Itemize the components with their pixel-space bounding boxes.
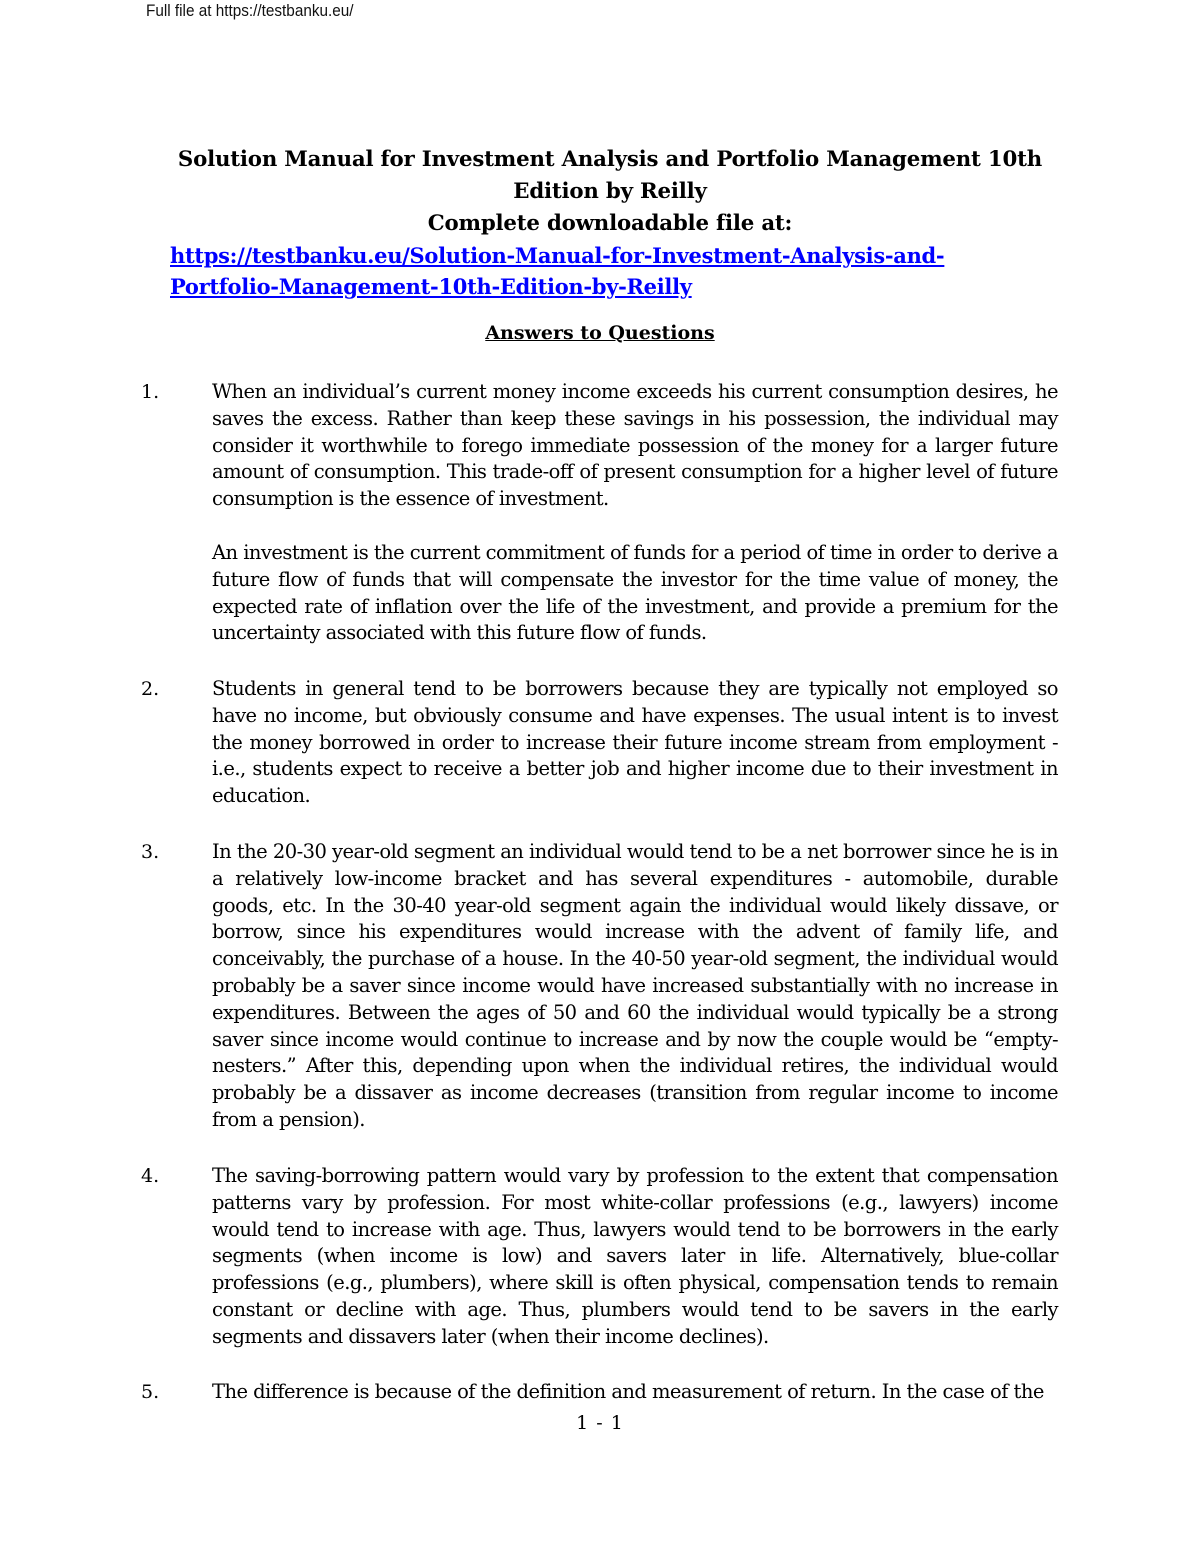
download-link[interactable] — [170, 240, 1070, 302]
header-note: Full file at https://testbanku.eu/ — [146, 1, 354, 20]
section-heading: Answers to Questions — [485, 322, 715, 344]
question-1-paragraph-2: An investment is the current commitment of funds for a period of time in order to derive a future flow of funds that will compensate the investor for the time value of money, the expected rate of inflation over the life of the investment, and provide a premium for the uncertainty associated with this future flow of funds. — [212, 541, 1058, 645]
title-line-1: Solution Manual for Investment Analysis and Portfolio Management 10th — [177, 147, 1043, 172]
question-1-paragraph-1: When an individual’s current money income exceeds his current consumption desires, he saves the excess. Rather than keep these savings in his possession, the individual may consider it worthwhile to forego immediate possession of the money for a larger future amount of consumption. This trade-off of present consumption for a higher level of future consumption is the essence of investment. — [212, 380, 1058, 511]
question-5-paragraph-1: The difference is because of the definition and measurement of return. In the case of the — [212, 1380, 1044, 1403]
question-5-number: 5. — [141, 1381, 160, 1403]
question-4-number: 4. — [141, 1165, 160, 1187]
title-line-2: Edition by Reilly — [513, 179, 707, 204]
question-1-number: 1. — [141, 381, 160, 403]
document-title — [100, 144, 1120, 240]
title-line-3: Complete downloadable file at: — [427, 211, 793, 236]
question-4-paragraph-1: The saving-borrowing pattern would vary by profession to the extent that compensation patterns vary by profession. For most white-collar professions (e.g., lawyers) income would tend to increase with age. Thus, lawyers would tend to be borrowers in the early segments (when income is low) and savers later in life. Alternatively, blue-collar professions (e.g., plumbers), where skill is often physical, compensation tends to remain constant or decline with age. Thus, plumbers would tend to be savers in the early segments and dissavers later (when their income declines). — [212, 1164, 1058, 1348]
download-link-line-2[interactable]: Portfolio-Management-10th-Edition-by-Reilly — [170, 274, 692, 299]
question-3-number: 3. — [141, 841, 160, 863]
download-link-line-1[interactable]: https://testbanku.eu/Solution-Manual-for-Investment-Analysis-and- — [170, 243, 945, 268]
question-2-paragraph-1: Students in general tend to be borrowers because they are typically not employed so have no income, but obviously consume and have expenses. The usual intent is to invest the money borrowed in order to increase their future income stream from employment - i.e., students expect to receive a better job and higher income due to their investment in education. — [212, 677, 1058, 808]
question-3-paragraph-1: In the 20-30 year-old segment an individual would tend to be a net borrower since he is in a relatively low-income bracket and has several expenditures - automobile, durable goods, etc. In the 30-40 year-old segment again the individual would likely dissave, or borrow, since his expenditures would increase with the advent of family life, and conceivably, the purchase of a house. In the 40-50 year-old segment, the individual would probably be a saver since income would have increased substantially with no increase in expenditures. Between the ages of 50 and 60 the individual would typically be a strong saver since income would continue to increase and by now the couple would be “empty-nesters.” After this, depending upon when the individual retires, the individual would probably be a dissaver as income decreases (transition from regular income to income from a pension). — [212, 840, 1058, 1131]
page-number: 1 - 1 — [576, 1412, 624, 1434]
question-2-number: 2. — [141, 678, 160, 700]
